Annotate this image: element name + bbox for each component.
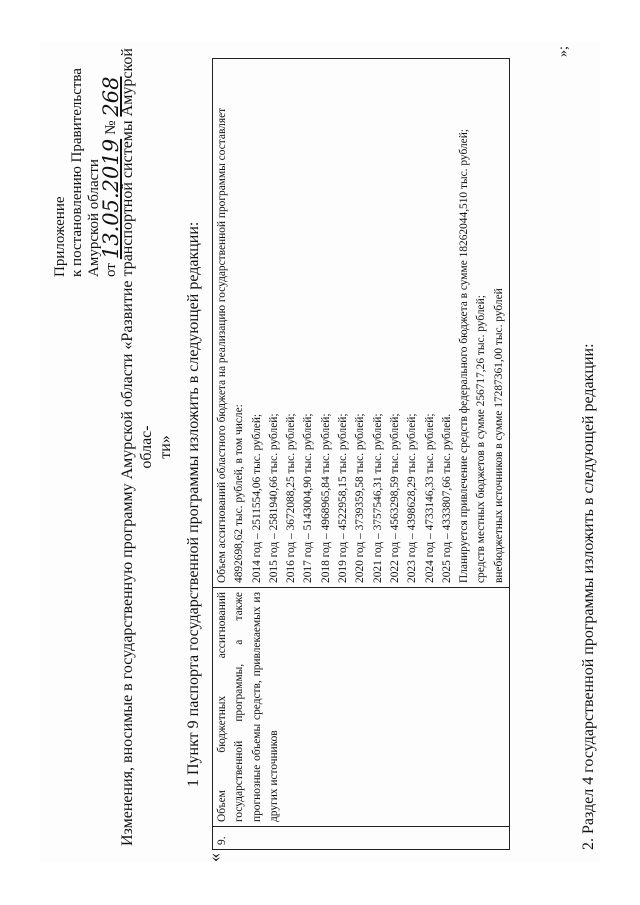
budget-line: 2015 год – 2581940,66 тыс. рублей;	[267, 413, 280, 583]
appendix-number-label: №	[103, 120, 119, 135]
budget-line: Объем ассигнований областного бюджета на реализацию государственной программы составляет	[216, 107, 228, 583]
appendix-region: Амурской области	[86, 159, 102, 277]
budget-line: 2018 год – 4968965,84 тыс. рублей;	[319, 413, 332, 583]
budget-line: 2020 год – 3739359,58 тыс. рублей;	[354, 413, 367, 583]
title-line-1: Изменения, вносимые в государственную программу Амурской области «Развитие транспортной системы Амурской облас-	[119, 48, 155, 846]
row-number-cell: 9.	[213, 827, 510, 850]
budget-line: 2021 год – 3757546,31 тыс. рублей;	[371, 413, 384, 583]
section-4-intro: 2. Раздел 4 государственной программы изложить в следующей редакции:	[580, 343, 597, 850]
budget-line: 2017 год – 5143004,90 тыс. рублей;	[302, 413, 315, 583]
appendix-resolution: к постановлению Правительства	[69, 68, 85, 277]
document-title	[118, 32, 175, 862]
handwritten-date: 13.05.2019	[99, 138, 123, 260]
budget-line: 2019 год – 4522958,15 тыс. рублей;	[337, 413, 350, 583]
table-row	[213, 59, 510, 850]
funding-line: Планируется привлечение средств федерального бюджета в сумме 18262044,510 тыс. рублей;	[458, 129, 471, 583]
opening-quote: «	[204, 853, 224, 862]
title-line-2: ти»	[157, 435, 174, 459]
funding-line: средств местных бюджетов в сумме 256717,26 тыс. рублей;	[475, 295, 488, 583]
point-1-intro: 1 Пункт 9 паспорта государственной программы изложить в следующей редакции:	[185, 221, 202, 787]
budget-line: 2016 год – 3672088,25 тыс. рублей;	[285, 413, 298, 583]
budget-line: 2023 год – 4398628,29 тыс. рублей;	[406, 413, 419, 583]
appendix-block	[52, 47, 123, 277]
appendix-label: Приложение	[52, 196, 68, 277]
budget-line: 4892698,62 тыс. рублей, в том числе:	[233, 404, 246, 583]
budget-line: 2024 год – 4733146,33 тыс. рублей;	[423, 413, 436, 583]
appendix-from-label: от	[103, 263, 119, 277]
closing-quote: »;	[556, 46, 571, 57]
budget-line: 2022 год – 4563298,59 тыс. рублей;	[388, 413, 401, 583]
passport-table	[212, 58, 510, 850]
funding-line: внебюджетных источников в сумме 17287361,00 тыс. рублей	[492, 288, 505, 583]
budget-line: 2025 год – 4333807,66 тыс. рублей.	[440, 413, 453, 583]
row-value-cell	[213, 59, 510, 588]
scanned-page	[40, 42, 600, 862]
handwritten-number: 268	[99, 76, 123, 117]
budget-line: 2014 год – 2511554,06 тыс. рублей;	[250, 413, 263, 583]
row-name-cell: Объем бюджетных ассигнований государственной программы, а также прогнозные объемы средств, привлекаемых из других источников	[213, 588, 510, 827]
